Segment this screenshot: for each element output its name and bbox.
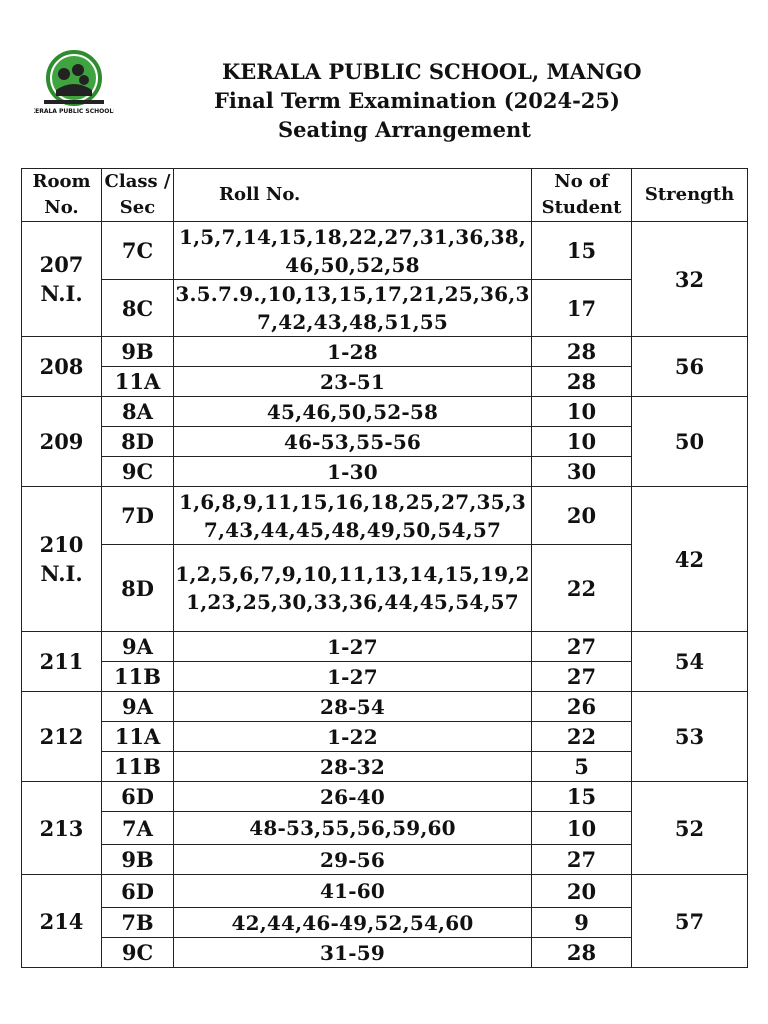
col-header-count: No of Student [532, 169, 632, 222]
student-count-cell: 27 [532, 845, 632, 875]
col-header-class: Class / Sec [102, 169, 174, 222]
roll-numbers-cell: 28-54 [174, 692, 532, 722]
roll-numbers-cell: 1-22 [174, 722, 532, 752]
student-count-cell: 10 [532, 427, 632, 457]
table-row [22, 487, 748, 545]
student-count-cell: 28 [532, 367, 632, 397]
student-count-cell: 26 [532, 692, 632, 722]
student-count-cell: 5 [532, 752, 632, 782]
room-strength-cell: 52 [632, 782, 748, 875]
room-strength-cell: 42 [632, 487, 748, 632]
class-section-cell: 7B [102, 908, 174, 938]
roll-numbers-cell: 26-40 [174, 782, 532, 812]
roll-numbers-cell: 1,2,5,6,7,9,10,11,13,14,15,19,21,23,25,30,33,36,44,45,54,57 [174, 545, 532, 632]
roll-numbers-cell: 1-27 [174, 632, 532, 662]
class-section-cell: 8D [102, 427, 174, 457]
student-count-cell: 9 [532, 908, 632, 938]
room-number-cell: 214 [22, 875, 102, 968]
school-name: KERALA PUBLIC SCHOOL, MANGO [222, 59, 642, 84]
class-section-cell: 7A [102, 812, 174, 845]
table-row [22, 632, 748, 662]
room-strength-cell: 57 [632, 875, 748, 968]
student-count-cell: 22 [532, 545, 632, 632]
room-strength-cell: 32 [632, 222, 748, 337]
class-section-cell: 11A [102, 367, 174, 397]
roll-numbers-cell: 1,5,7,14,15,18,22,27,31,36,38,46,50,52,58 [174, 222, 532, 280]
logo-caption: KERALA PUBLIC SCHOOLS [34, 108, 114, 115]
room-number-cell: 212 [22, 692, 102, 782]
roll-numbers-cell: 1,6,8,9,11,15,16,18,25,27,35,37,43,44,45,48,49,50,54,57 [174, 487, 532, 545]
seating-table [21, 168, 748, 968]
room-number-cell: 211 [22, 632, 102, 692]
student-count-cell: 28 [532, 337, 632, 367]
class-section-cell: 9B [102, 337, 174, 367]
class-section-cell: 11B [102, 662, 174, 692]
class-section-cell: 7C [102, 222, 174, 280]
class-section-cell: 8D [102, 545, 174, 632]
student-count-cell: 30 [532, 457, 632, 487]
class-section-cell: 11B [102, 752, 174, 782]
school-logo [34, 50, 114, 116]
room-number-cell: 209 [22, 397, 102, 487]
roll-numbers-cell: 31-59 [174, 938, 532, 968]
class-section-cell: 9C [102, 457, 174, 487]
table-header-row [22, 169, 748, 222]
class-section-cell: 11A [102, 722, 174, 752]
class-section-cell: 9A [102, 632, 174, 662]
roll-numbers-cell: 48-53,55,56,59,60 [174, 812, 532, 845]
room-number-cell: 210 N.I. [22, 487, 102, 632]
table-row [22, 875, 748, 908]
student-count-cell: 20 [532, 487, 632, 545]
roll-numbers-cell: 46-53,55-56 [174, 427, 532, 457]
page-title: Seating Arrangement [278, 117, 531, 142]
col-header-roll: Roll No. [174, 169, 532, 222]
table-row [22, 222, 748, 280]
room-number-cell: 208 [22, 337, 102, 397]
student-count-cell: 27 [532, 632, 632, 662]
class-section-cell: 6D [102, 782, 174, 812]
roll-numbers-cell: 3.5.7.9.,10,13,15,17,21,25,36,37,42,43,48,51,55 [174, 280, 532, 337]
table-row [22, 692, 748, 722]
room-strength-cell: 56 [632, 337, 748, 397]
student-count-cell: 17 [532, 280, 632, 337]
student-count-cell: 22 [532, 722, 632, 752]
roll-numbers-cell: 41-60 [174, 875, 532, 908]
roll-numbers-cell: 23-51 [174, 367, 532, 397]
student-count-cell: 15 [532, 782, 632, 812]
roll-numbers-cell: 1-28 [174, 337, 532, 367]
col-header-strength: Strength [632, 169, 748, 222]
col-header-room: Room No. [22, 169, 102, 222]
student-count-cell: 10 [532, 397, 632, 427]
class-section-cell: 9A [102, 692, 174, 722]
class-section-cell: 7D [102, 487, 174, 545]
roll-numbers-cell: 1-30 [174, 457, 532, 487]
exam-title: Final Term Examination (2024-25) [214, 88, 620, 113]
roll-numbers-cell: 1-27 [174, 662, 532, 692]
table-row [22, 397, 748, 427]
class-section-cell: 9B [102, 845, 174, 875]
roll-numbers-cell: 42,44,46-49,52,54,60 [174, 908, 532, 938]
class-section-cell: 6D [102, 875, 174, 908]
student-count-cell: 15 [532, 222, 632, 280]
roll-numbers-cell: 28-32 [174, 752, 532, 782]
room-strength-cell: 53 [632, 692, 748, 782]
table-row [22, 782, 748, 812]
room-strength-cell: 50 [632, 397, 748, 487]
class-section-cell: 8C [102, 280, 174, 337]
room-strength-cell: 54 [632, 632, 748, 692]
student-count-cell: 27 [532, 662, 632, 692]
room-number-cell: 213 [22, 782, 102, 875]
student-count-cell: 28 [532, 938, 632, 968]
table-row [22, 337, 748, 367]
student-count-cell: 10 [532, 812, 632, 845]
document-header [180, 57, 660, 144]
room-number-cell: 207 N.I. [22, 222, 102, 337]
roll-numbers-cell: 29-56 [174, 845, 532, 875]
roll-numbers-cell: 45,46,50,52-58 [174, 397, 532, 427]
class-section-cell: 8A [102, 397, 174, 427]
student-count-cell: 20 [532, 875, 632, 908]
class-section-cell: 9C [102, 938, 174, 968]
